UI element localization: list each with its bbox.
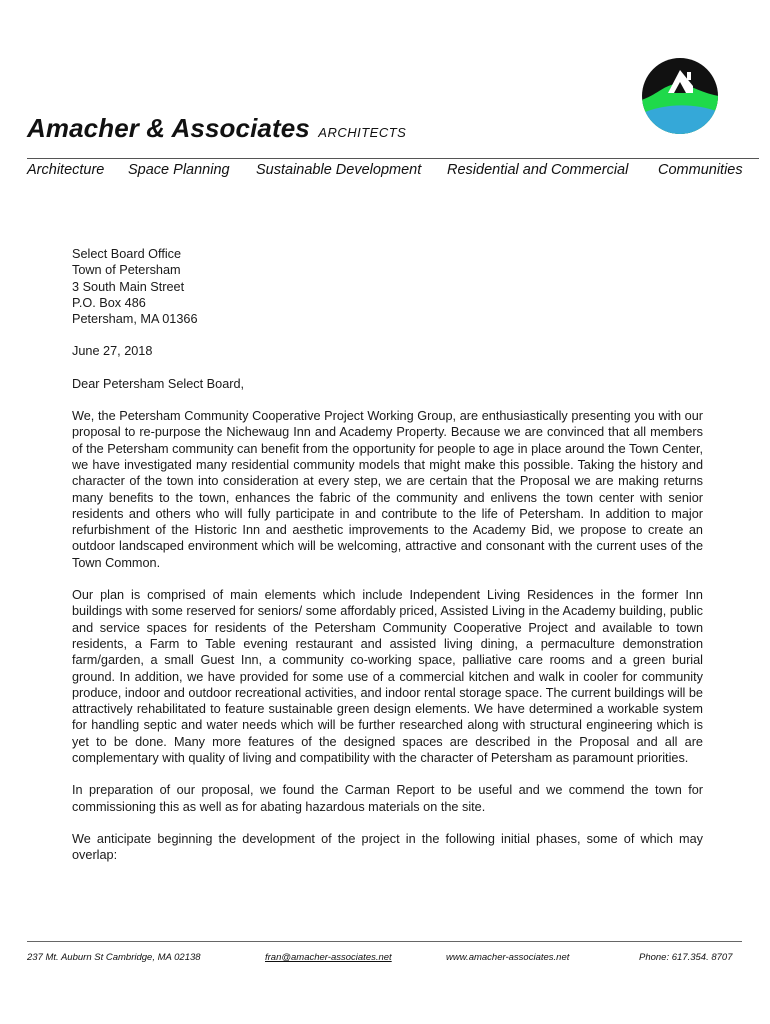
header-divider bbox=[27, 158, 759, 159]
recipient-address bbox=[72, 246, 703, 327]
body-paragraph: We anticipate beginning the development of the project in the following initial phases, some of which may overlap: bbox=[72, 831, 703, 863]
house-on-hill-logo-icon bbox=[641, 56, 719, 136]
address-line: P.O. Box 486 bbox=[72, 295, 146, 310]
address-line: Petersham, MA 01366 bbox=[72, 312, 198, 327]
footer bbox=[27, 952, 743, 966]
service-space-planning: Space Planning bbox=[128, 162, 230, 178]
firm-logo bbox=[641, 56, 719, 136]
firm-subtitle: ARCHITECTS bbox=[318, 125, 407, 140]
body-paragraph: We, the Petersham Community Cooperative Project Working Group, are enthusiastically presenting you with our proposal to re-purpose the Nichewaug Inn and Academy Property. Because we are convinced that all members of the Petersham community can benefit from the opportunity for people to age in place around the Town Center, we have investigated many residential community models that might make this possible. Taking the history and character of the town into consideration at every step, we are certain that the Proposal we are making returns many benefits to the town, enhances the fabric of the community and enlivens the town center with senior residents and others who will fully participate in and contribute to the life of Petersham. In addition to major refurbishment of the Historic Inn and aesthetic improvements to the Academy Bid, we propose to create an outdoor landscaped environment which will be welcoming, attractive and consonant with the current uses of the Town Common. bbox=[72, 409, 703, 570]
service-architecture: Architecture bbox=[27, 162, 105, 178]
letter-date: June 27, 2018 bbox=[72, 344, 153, 359]
address-line: Town of Petersham bbox=[72, 263, 181, 278]
services-line bbox=[27, 162, 747, 182]
letter-body bbox=[72, 246, 703, 880]
service-communities: Communities bbox=[658, 162, 743, 178]
body-paragraph: In preparation of our proposal, we found the Carman Report to be useful and we commend the town for commissioning this as well as for abating hazardous materials on the site. bbox=[72, 783, 703, 814]
footer-phone: Phone: 617.354. 8707 bbox=[639, 952, 733, 963]
footer-address: 237 Mt. Auburn St Cambridge, MA 02138 bbox=[27, 952, 201, 963]
salutation: Dear Petersham Select Board, bbox=[72, 376, 245, 391]
address-line: Select Board Office bbox=[72, 247, 182, 261]
service-sustainable-development: Sustainable Development bbox=[256, 162, 422, 178]
footer-divider bbox=[27, 941, 742, 942]
footer-email-link[interactable]: fran@amacher-associates.net bbox=[265, 952, 392, 963]
address-line: 3 South Main Street bbox=[72, 279, 185, 294]
firm-name: Amacher & Associates bbox=[27, 113, 310, 143]
firm-title bbox=[27, 113, 406, 144]
body-paragraph: Our plan is comprised of main elements which include Independent Living Residences in the former Inn buildings with some reserved for seniors/ some affordably priced, Assisted Living in the Academy building, public and service spaces for residents of the Petersham Community Cooperative Project and available to town residents, a Farm to Table evening restaurant and assisted living dining, a permaculture demonstration farm/garden, a small Guest Inn, a community co-working space, palliative care rooms and a green burial ground. In addition, we have provided for some use of a commercial kitchen and walk in cooler for community produce, indoor and outdoor recreational activities, and indoor rental storage space. The current buildings will be attractively rehabilitated to feature sustainable green design elements. We have determined a workable system for handling septic and water needs which will be further researched along with structural engineering which is yet to be done. Many more features of the designed spaces are described in the Proposal and all are complementary with quality of living and compatibility with the character of Petersham as paramount priorities. bbox=[72, 588, 703, 766]
service-residential-commercial: Residential and Commercial bbox=[447, 162, 629, 178]
footer-website: www.amacher-associates.net bbox=[446, 952, 570, 963]
